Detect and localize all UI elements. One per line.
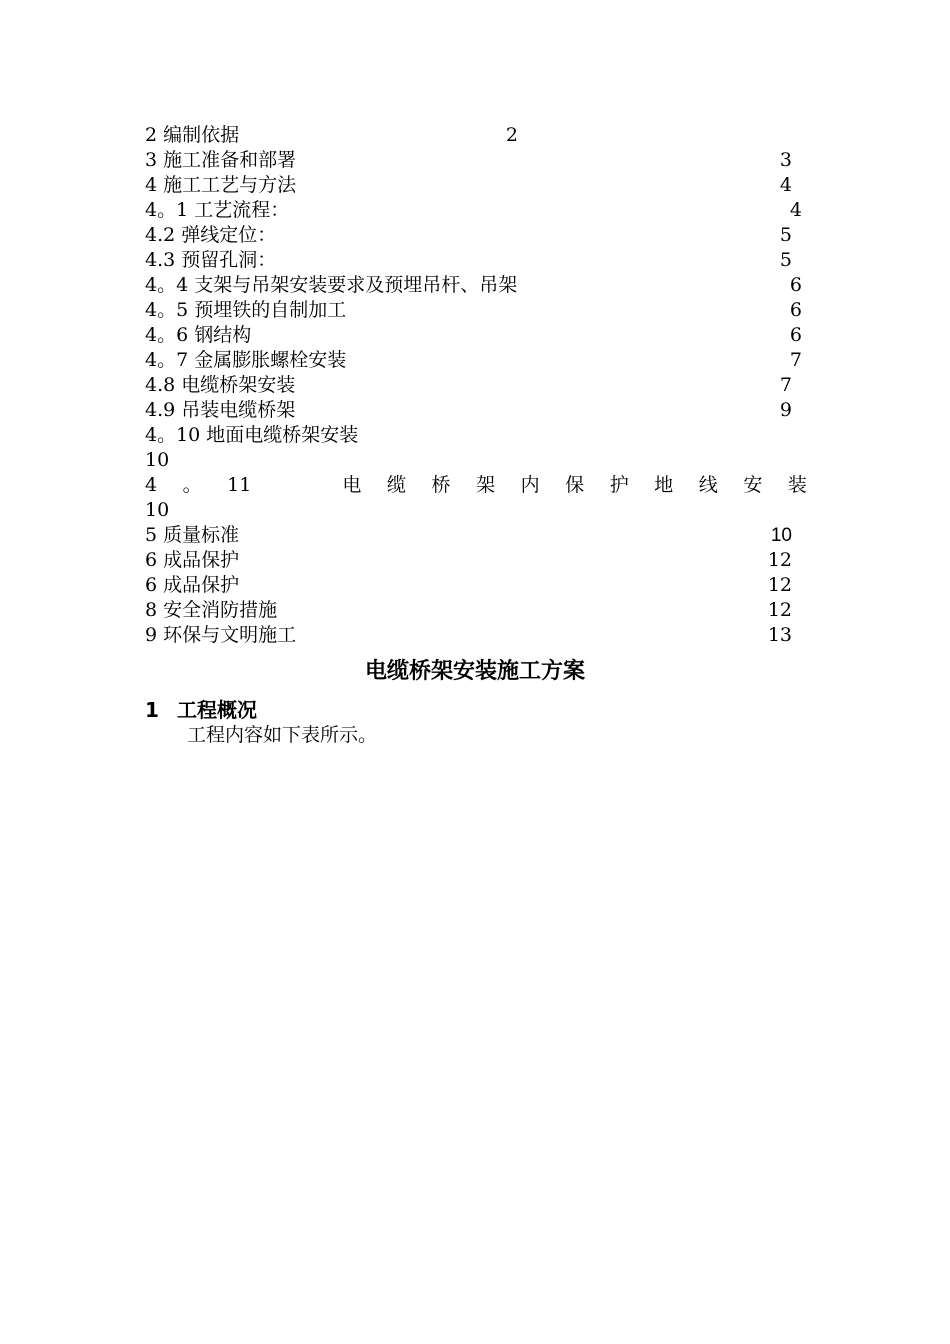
toc-entry[interactable]	[145, 298, 810, 323]
toc-entry-page: 4	[789, 199, 802, 221]
toc-entry-page: 13	[767, 624, 792, 646]
toc-entry-page: 7	[789, 349, 802, 371]
toc-entry-label: 4。6 钢结构	[145, 324, 252, 346]
toc-entry-page: 3	[779, 149, 792, 171]
toc-entry-label: 6 成品保护	[145, 549, 240, 571]
toc-entry-page: 12	[767, 599, 792, 621]
body-paragraph: 工程内容如下表所示。	[187, 724, 378, 746]
section-heading-text: 工程概况	[177, 698, 257, 722]
toc-entry[interactable]	[145, 123, 810, 148]
toc-entry-label: 5 质量标准	[145, 524, 240, 546]
toc-entry[interactable]	[145, 523, 810, 548]
toc-entry[interactable]	[145, 548, 810, 573]
toc-entry-page: 10	[770, 525, 792, 546]
toc-entry-label: 4.9 吊装电缆桥架	[145, 399, 296, 421]
toc-entry-page-wrapped[interactable]	[145, 498, 810, 523]
toc-spread-char: 缆	[386, 474, 406, 496]
toc-entry-page: 6	[789, 299, 802, 321]
toc-entry-label: 4。7 金属膨胀螺栓安装	[145, 349, 347, 371]
toc-spread-char: 桥	[431, 474, 451, 496]
section-number: 1	[145, 698, 159, 722]
document-title: 电缆桥架安装施工方案	[364, 659, 585, 684]
toc-spread-line	[145, 473, 807, 498]
toc-entry-label: 4。1 工艺流程：	[145, 199, 290, 221]
toc-spread-char: 护	[609, 474, 629, 496]
toc-spread-char: 保	[565, 474, 585, 496]
toc-entry-label: 4.3 预留孔洞：	[145, 249, 277, 271]
toc-entry[interactable]	[145, 173, 810, 198]
toc-spread-char: 内	[520, 474, 540, 496]
toc-entry[interactable]	[145, 273, 810, 298]
toc-entry-label: 4。5 预埋铁的自制加工	[145, 299, 347, 321]
toc-entry[interactable]	[145, 598, 810, 623]
toc-entry-page: 9	[779, 399, 792, 421]
toc-entry-page: 12	[767, 549, 792, 571]
toc-entry[interactable]	[145, 148, 810, 173]
toc-spread-char: 地	[654, 474, 674, 496]
toc-entry-label: 4.2 弹线定位：	[145, 224, 277, 246]
toc-entry-label: 10	[145, 449, 170, 471]
toc-spread-char: 。	[182, 474, 202, 496]
toc-entry-page: 7	[779, 374, 792, 396]
toc-entry[interactable]	[145, 323, 810, 348]
toc-entry-label: 9 环保与文明施工	[145, 624, 297, 646]
toc-entry-page: 5	[779, 224, 792, 246]
toc-entry[interactable]	[145, 198, 810, 223]
table-of-contents	[145, 123, 810, 648]
toc-entry-page: 12	[767, 574, 792, 596]
toc-entry-justified[interactable]	[145, 473, 810, 498]
toc-entry[interactable]	[145, 223, 810, 248]
toc-entry-page: 5	[779, 249, 792, 271]
toc-entry-page: 6	[789, 324, 802, 346]
toc-entry[interactable]	[145, 573, 810, 598]
toc-entry-label: 8 安全消防措施	[145, 599, 278, 621]
toc-spread-char	[277, 473, 317, 498]
toc-entry-page: 4	[779, 174, 792, 196]
toc-spread-char: 装	[787, 474, 807, 496]
toc-spread-char: 11	[227, 474, 252, 496]
toc-entry-page: 6	[789, 274, 802, 296]
toc-entry-label: 4.8 电缆桥架安装	[145, 374, 296, 396]
toc-entry-label: 2 编制依据	[145, 124, 240, 146]
toc-entry[interactable]	[145, 423, 810, 448]
toc-spread-char: 架	[476, 474, 496, 496]
toc-entry-label: 4。4 支架与吊架安装要求及预埋吊杆、吊架	[145, 274, 518, 296]
toc-entry-label: 10	[145, 499, 170, 521]
toc-entry[interactable]	[145, 248, 810, 273]
toc-entry-page-wrapped[interactable]	[145, 448, 810, 473]
toc-spread-char: 线	[698, 474, 718, 496]
toc-entry[interactable]	[145, 348, 810, 373]
section-heading	[145, 696, 257, 724]
toc-spread-char: 安	[743, 474, 763, 496]
toc-entry[interactable]	[145, 373, 810, 398]
toc-spread-char: 电	[342, 474, 362, 496]
toc-entry-label: 4。10 地面电缆桥架安装	[145, 424, 359, 446]
toc-entry-label: 3 施工准备和部署	[145, 149, 297, 171]
toc-entry[interactable]	[145, 623, 810, 648]
toc-entry-label: 6 成品保护	[145, 574, 240, 596]
toc-entry[interactable]	[145, 398, 810, 423]
toc-entry-label: 4 施工工艺与方法	[145, 174, 297, 196]
toc-entry-page: 2	[505, 124, 518, 146]
toc-spread-char: 4	[145, 474, 158, 496]
